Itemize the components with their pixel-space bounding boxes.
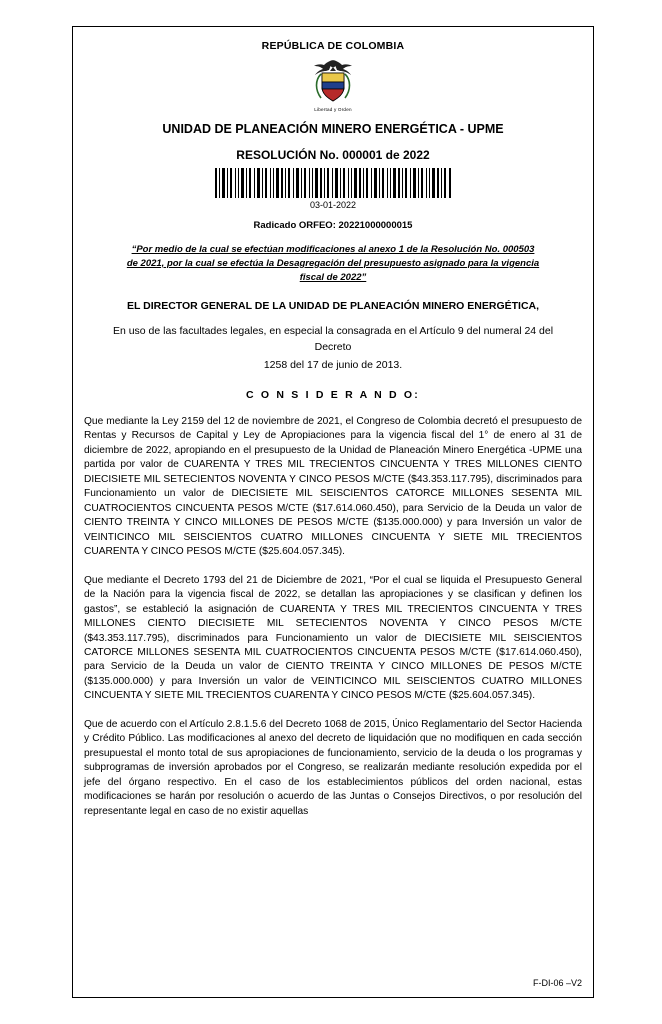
decree-reference: 1258 del 17 de junio de 2013.: [263, 358, 403, 371]
radicado-number: Radicado ORFEO: 20221000000015: [253, 220, 413, 231]
paragraph-2: Que mediante el Decreto 1793 del 21 de Diciembre de 2021, “Por el cual se liquida el Presupuesto General de la Nación para la vigencia fiscal de 2022, se detallan las apropiaciones y se clasifican y definen los gastos”, se estableció la asignación de CUARENTA Y TRES MIL TRECIENTOS CINCUENTA Y TRES MILLONES CIENTO DIECISIETE MIL SETECIENTOS NOVENTA Y CINCO PESOS M/CTE ($43.353.117.795), discriminados para Funcionamiento un valor de DIECISIETE MIL SEISCIENTOS CATORCE MILLONES SESENTA MIL CUATROCIENTOS CINCUENTA PESOS M/CTE ($17.614.060.450), para Servicio de la Deuda un valor de CIENTO TREINTA Y CINCO MILLONES DE PESOS M/CTE ($135.000.000) y para Inversión un valor de VEINTICINCO MIL SEISCIENTOS CUATRO MILLONES CINCUENTA Y SIETE MIL TRECIENTOS CUARENTA Y CINCO PESOS M/CTE ($25.604.057.345).: [84, 574, 582, 702]
entity-title: UNIDAD DE PLANEACIÓN MINERO ENERGÉTICA - UPME: [162, 122, 504, 136]
barcode-date: 03-01-2022: [309, 200, 357, 210]
resolution-subject: “Por medio de la cual se efectúan modificaciones al anexo 1 de la Resolución No. 000503 de 2021, por la cual se efectúa la Desagregación del presupuesto asignado para la vigencia fiscal de 2022”: [126, 244, 540, 283]
paragraph-3: Que de acuerdo con el Artículo 2.8.1.5.6 del Decreto 1068 de 2015, Único Reglamentario del Sector Hacienda y Crédito Público. Las modificaciones al anexo del decreto de liquidación que no modifiquen en cada sección presupuestal el monto total de sus apropiaciones de funcionamiento, servicio de la deuda o los programas y subprogramas de inversión aprobados por el Congreso, se realizarán mediante resolución expedida por el jefe del órgano respectivo. En el caso de los establecimientos públicos del orden nacional, estas modificaciones se harán por resolución o acuerdo de las Juntas o Consejos Directivos, o por resolución del representante legal en caso de no existir aquellas: [84, 718, 582, 817]
resolution-number: RESOLUCIÓN No. 000001 de 2022: [236, 148, 430, 162]
considerando-heading: C O N S I D E R A N D O:: [246, 388, 420, 401]
crest-motto-text: Libertad y Orden: [314, 107, 352, 112]
paragraph-1: Que mediante la Ley 2159 del 12 de noviembre de 2021, el Congreso de Colombia decretó el presupuesto de Rentas y Recursos de Capital y Ley de Apropiaciones para la vigencia fiscal del 1° de enero al 31 de diciembre de 2022, apropiando en el presupuesto de la Unidad de Planeación Minero Energética -UPME una partida por valor de CUARENTA Y TRES MIL TRECIENTOS CINCUENTA Y TRES MILLONES CIENTO DIECISIETE MIL SETECIENTOS NOVENTA Y CINCO PESOS M/CTE ($43.353.117.795), discriminados para Funcionamiento un valor de DIECISIETE MIL SEISCIENTOS CATORCE MILLONES SESENTA MIL CUATROCIENTOS CINCUENTA PESOS M/CTE ($17.614.060.450), para Servicio de la Deuda un valor de CIENTO TREINTA Y CINCO MILLONES DE PESOS M/CTE ($135.000.000) y para Inversión un valor de VEINTICINCO MIL SEISCIENTOS CUATRO MILLONES CINCUENTA Y SIETE MIL TRECIENTOS CUARENTA Y CINCO PESOS M/CTE ($25.604.057.345).: [84, 415, 582, 558]
barcode: [84, 168, 582, 198]
document-content: [84, 40, 582, 988]
colombia-crest-icon: [311, 56, 355, 112]
form-code: F-DI-06 –V2: [532, 978, 582, 988]
legal-faculties-text: En uso de las facultades legales, en especial la consagrada en el Artículo 9 del numeral 24 del Decreto: [112, 325, 554, 353]
director-heading: EL DIRECTOR GENERAL DE LA UNIDAD DE PLANEACIÓN MINERO ENERGÉTICA,: [126, 300, 540, 313]
coat-of-arms: [84, 56, 582, 116]
country-title: REPÚBLICA DE COLOMBIA: [261, 40, 405, 52]
